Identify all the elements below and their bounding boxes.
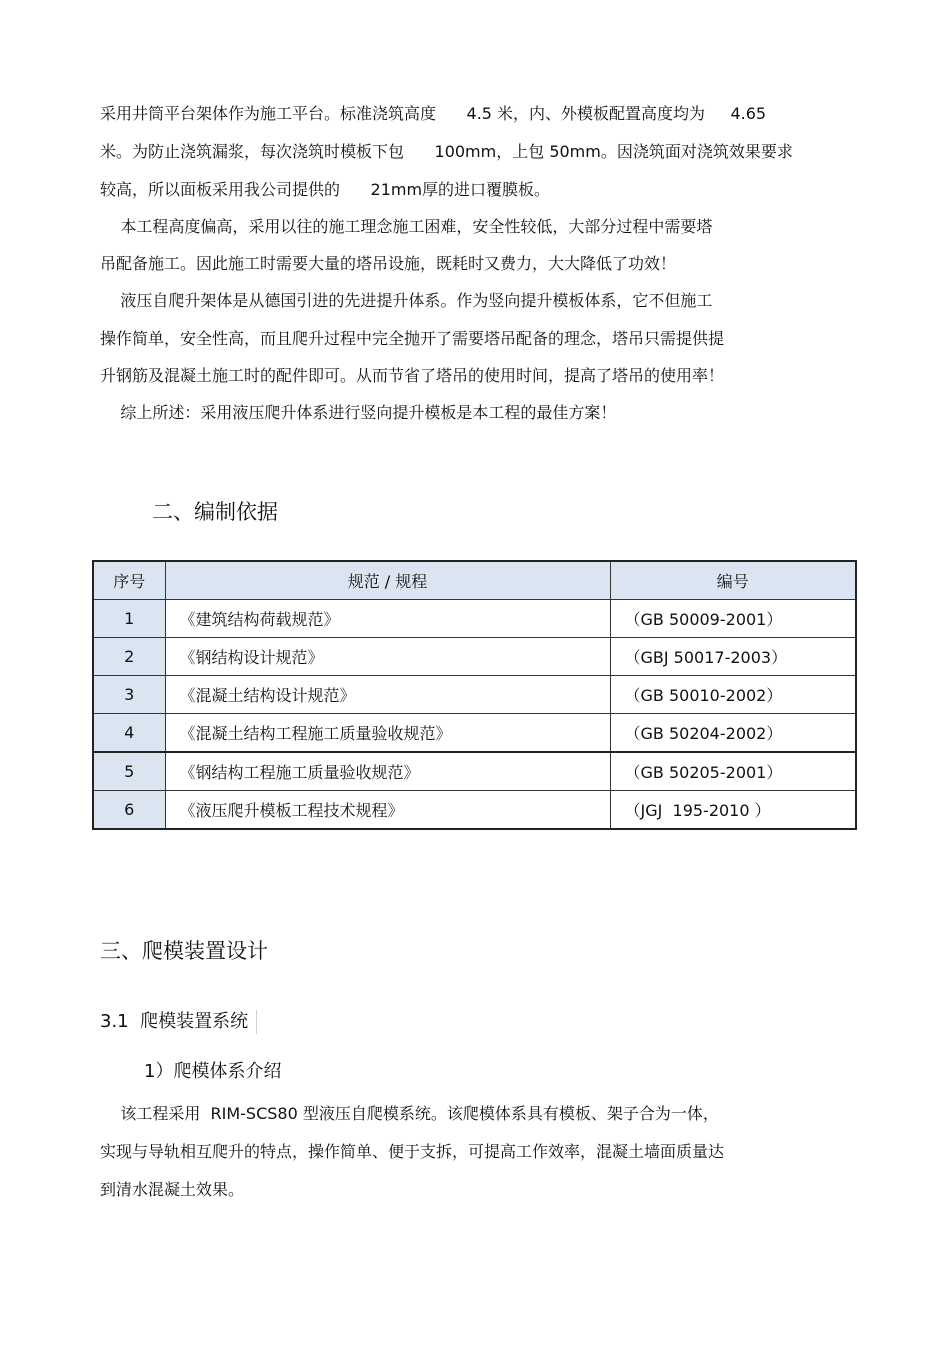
table-row: [93, 752, 856, 791]
paragraph-3-line-1: 液压自爬升架体是从德国引进的先进提升体系。作为竖向提升模板体系，它不但施工: [100, 291, 713, 310]
row-spec: 《钢结构设计规范》: [165, 638, 610, 676]
row-index: 2: [93, 638, 165, 676]
section-3-title: 三、爬模装置设计: [100, 939, 268, 963]
row-index: 5: [93, 752, 165, 791]
row-spec: 《钢结构工程施工质量验收规范》: [165, 752, 610, 791]
paragraph-2-line-2: 吊配备施工。因此施工时需要大量的塔吊设施，既耗时又费力，大大降低了功效！: [100, 254, 677, 273]
subsection-1-title: 1）爬模体系介绍: [144, 1061, 282, 1082]
row-spec: 《混凝土结构工程施工质量验收规范》: [165, 714, 610, 753]
table-row: [93, 638, 856, 676]
row-index: 1: [93, 600, 165, 638]
paragraph-5-line-3: 到清水混凝土效果。: [100, 1180, 245, 1199]
intro-line-3: 较高，所以面板采用我公司提供的 21mm厚的进口覆膜板。: [100, 180, 551, 199]
row-index: 6: [93, 791, 165, 830]
paragraph-5-line-1: 该工程采用 RIM-SCS80 型液压自爬模系统。该爬模体系具有模板、架子合为一体，: [100, 1104, 719, 1123]
paragraph-3-line-2: 操作简单，安全性高，而且爬升过程中完全抛开了需要塔吊配备的理念，塔吊只需提供提: [100, 329, 725, 348]
row-spec: 《液压爬升模板工程技术规程》: [165, 791, 610, 830]
row-code: （GB 50009-2001）: [610, 600, 856, 638]
row-index: 3: [93, 676, 165, 714]
paragraph-2-line-1: 本工程高度偏高，采用以往的施工理念施工困难，安全性较低，大部分过程中需要塔: [100, 217, 713, 236]
row-code: （GB 50204-2002）: [610, 714, 856, 753]
row-index: 4: [93, 714, 165, 753]
paragraph-4: 综上所述：采用液压爬升体系进行竖向提升模板是本工程的最佳方案！: [100, 403, 617, 422]
intro-line-2: 米。为防止浇筑漏浆，每次浇筑时模板下包 100mm，上包 50mm。因浇筑面对浇筑效果要求: [100, 142, 793, 161]
row-code: （GBJ 50017-2003）: [610, 638, 856, 676]
row-code: （JGJ 195-2010 ）: [610, 791, 856, 830]
table-row: [93, 791, 856, 830]
section-3-1-title: 3.1 爬模装置系统: [100, 1010, 257, 1034]
row-spec: 《混凝土结构设计规范》: [165, 676, 610, 714]
row-spec: 《建筑结构荷载规范》: [165, 600, 610, 638]
table-row: [93, 714, 856, 753]
row-code: （GB 50205-2001）: [610, 752, 856, 791]
table-header-row: [93, 561, 856, 600]
table-row: [93, 600, 856, 638]
intro-line-1: 采用井筒平台架体作为施工平台。标准浇筑高度 4.5 米，内、外模板配置高度均为 4.65: [100, 104, 767, 123]
table-row: [93, 676, 856, 714]
section-2-title: 二、编制依据: [152, 500, 278, 524]
header-index: 序号: [93, 561, 165, 600]
header-code: 编号: [610, 561, 856, 600]
header-spec: 规范 / 规程: [165, 561, 610, 600]
spec-table: [92, 560, 857, 830]
row-code: （GB 50010-2002）: [610, 676, 856, 714]
paragraph-5-line-2: 实现与导轨相互爬升的特点，操作简单、便于支拆，可提高工作效率，混凝土墙面质量达: [100, 1142, 725, 1161]
paragraph-3-line-3: 升钢筋及混凝土施工时的配件即可。从而节省了塔吊的使用时间，提高了塔吊的使用率！: [100, 366, 725, 385]
